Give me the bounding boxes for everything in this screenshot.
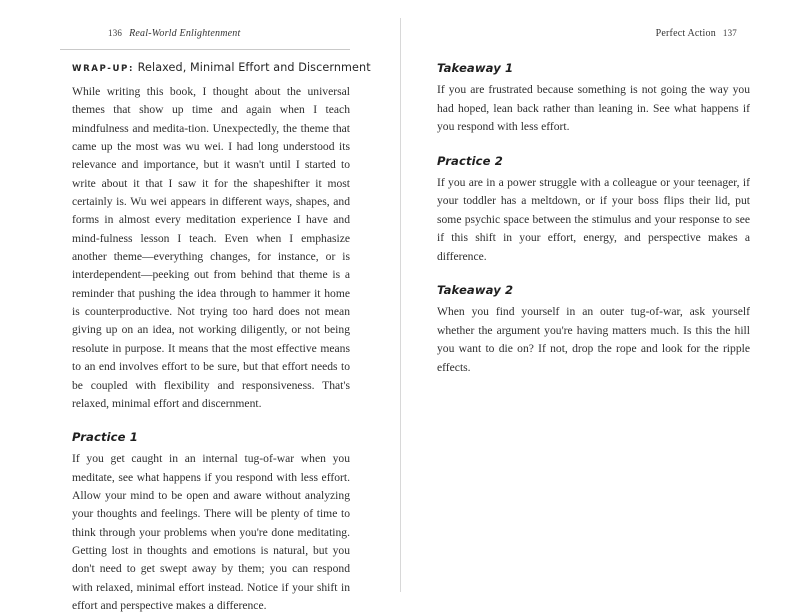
right-running-head-title: Perfect Action xyxy=(655,28,716,39)
wrap-up-label: WRAP-UP: xyxy=(72,64,134,74)
practice-2-heading: Practice 2 xyxy=(437,153,503,168)
takeaway-2-heading: Takeaway 2 xyxy=(437,283,514,297)
takeaway-1-paragraph: If you are frustrated because something is not going the way you had hoped, lean back rather than leaning in. See what happens if you respond with less effort. xyxy=(437,83,750,133)
wrap-up-heading xyxy=(72,61,371,74)
takeaway-2-paragraph: When you find yourself in an outer tug-of-war, ask yourself whether the argument you're having matters much. Is this the hill you want to die on? If not, drop the rope and look for the ripple effects. xyxy=(437,305,750,374)
takeaway-1-heading: Takeaway 1 xyxy=(437,61,514,75)
practice-1-paragraph: If you get caught in an internal tug-of-war when you meditate, see what happens if you respond with less effort. Allow your mind to be open and aware without analyzing your thoughts and feelings. There will be plenty of time to think through your problems when you're done meditating. Getting lost in thoughts and emotions is natural, but you don't need to get swept away by them; you can respond with relaxed, minimal effort instead. Notice if your shift in effort and perspective makes a difference. xyxy=(72,452,350,612)
left-folio: 136 xyxy=(108,28,123,38)
practice-2-paragraph: If you are in a power struggle with a colleague or your teenager, if your toddler has a meltdown, or if your boss flips their lid, put some psychic space between the stimulus and your response to see if this shift in your effort, energy, and perspective makes a difference. xyxy=(437,175,750,263)
practice-1-heading: Practice 1 xyxy=(72,430,138,445)
left-body-paragraph-1: While writing this book, I thought about the universal themes that show up time and again when I teach mindfulness and medita-tion. Unexpectedly, the theme that came up the most was wu wei. I had long understood its relevance and importance, but it wasn't until I started to write about it that I saw it for the shapeshifter it most certainly is. Wu wei appears in different ways, shapes, and forms in almost every meditation experience I have and mind-fulness lesson I teach. Even when I emphasize another theme—everything changes, for instance, or is interdependent—peeking out from behind that theme is a reminder that pushing the idea through to hammer it home is counterproductive. Not trying too hard does not mean giving up on an idea, not working diligently, or not being resolute in purpose. It means that the most effective means to an end involves effort to be sure, but that effort needs to be coupled with flexibility and responsiveness. That's relaxed, minimal effort and discernment. xyxy=(72,85,350,410)
left-running-head-title: Real-World Enlightenment xyxy=(129,28,241,39)
right-running-head xyxy=(437,28,750,42)
left-running-head xyxy=(72,28,350,42)
header-rule xyxy=(60,49,350,50)
wrap-up-title: Relaxed, Minimal Effort and Discernment xyxy=(137,61,371,74)
left-page xyxy=(0,0,400,610)
right-folio: 137 xyxy=(722,28,737,38)
right-page xyxy=(400,0,800,610)
